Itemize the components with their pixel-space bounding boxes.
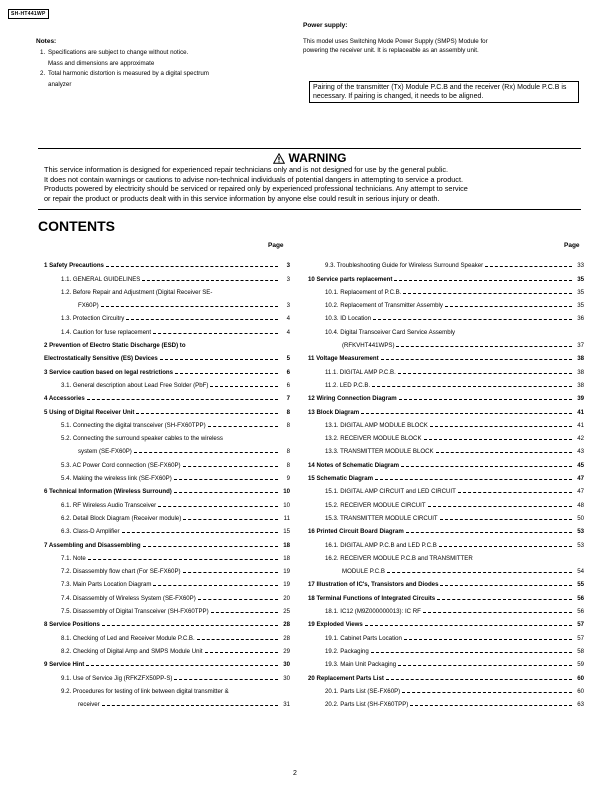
toc-leader xyxy=(406,532,572,533)
toc-entry-page: 54 xyxy=(577,568,584,576)
toc-leader xyxy=(402,692,572,693)
toc-leader xyxy=(428,506,572,507)
power-supply-line: This model uses Switching Mode Power Supply (SMPS) Module for xyxy=(303,38,488,45)
toc-entry[interactable] xyxy=(44,588,290,601)
toc-entry-page: 38 xyxy=(577,355,584,363)
toc-leader xyxy=(143,546,278,547)
toc-entry-page: 50 xyxy=(577,514,584,522)
toc-entry-title: 20.1. Parts List (SE-FX60P) xyxy=(325,687,401,695)
toc-leader xyxy=(445,306,572,307)
toc-entry[interactable] xyxy=(44,602,290,615)
toc-entry-page: 41 xyxy=(577,408,584,416)
toc-entry[interactable] xyxy=(44,376,290,389)
toc-entry-title: 6.1. RF Wireless Audio Transceiver xyxy=(61,501,157,509)
toc-entry-title: 7.2. Disassembly flow chart (For SE-FX60P) xyxy=(61,568,181,576)
notes-list xyxy=(40,48,270,90)
warning-line: This service information is designed for experienced repair technicians only and is not designed for use by the general public. xyxy=(44,165,448,174)
toc-leader xyxy=(410,705,572,706)
toc-leader xyxy=(458,492,572,493)
toc-entry-page: 9 xyxy=(286,475,290,483)
toc-entry[interactable] xyxy=(308,495,584,508)
toc-entry[interactable] xyxy=(308,549,584,562)
toc-entry[interactable] xyxy=(44,522,290,535)
toc-entry[interactable] xyxy=(44,283,290,296)
toc-right-column xyxy=(308,256,584,708)
toc-entry-title: 8.1. Checking of Led and Receiver Module P.C.B. xyxy=(61,634,195,642)
toc-leader xyxy=(86,665,278,666)
toc-entry-page: 33 xyxy=(577,262,584,270)
toc-entry[interactable] xyxy=(308,416,584,429)
toc-entry-title: 13.2. RECEIVER MODULE BLOCK xyxy=(325,435,422,443)
toc-entry-title: 19.1. Cabinet Parts Location xyxy=(325,634,402,642)
notes-heading: Notes: xyxy=(36,38,57,45)
note-text: analyzer xyxy=(48,80,72,88)
toc-entry-title: 9.2. Procedures for testing of link between digital transmitter & xyxy=(61,687,229,695)
toc-entry-title: 1.3. Protection Circuitry xyxy=(61,315,125,323)
toc-leader xyxy=(183,466,278,467)
toc-entry[interactable] xyxy=(308,535,584,548)
toc-leader xyxy=(423,612,572,613)
note-item xyxy=(40,59,270,70)
toc-entry-title: 7 Assembling and Disassembling xyxy=(44,541,141,549)
page-column-label-right: Page xyxy=(564,242,580,249)
toc-entry[interactable] xyxy=(308,642,584,655)
toc-entry-page: 28 xyxy=(283,634,290,642)
toc-leader xyxy=(398,665,572,666)
toc-leader xyxy=(101,306,278,307)
toc-leader xyxy=(87,399,278,400)
toc-entry-page: 57 xyxy=(577,621,584,629)
toc-entry-title: 5 Using of Digital Receiver Unit xyxy=(44,408,135,416)
toc-entry-page: 18 xyxy=(283,554,290,562)
toc-entry-title: 9 Service Hint xyxy=(44,661,85,669)
toc-entry[interactable] xyxy=(44,495,290,508)
toc-leader xyxy=(485,266,572,267)
toc-entry-title: 1.4. Caution for fuse replacement xyxy=(61,328,152,336)
toc-leader xyxy=(158,506,278,507)
toc-leader xyxy=(394,280,572,281)
toc-entry-title: 15.3. TRANSMITTER MODULE CIRCUIT xyxy=(325,514,438,522)
toc-leader xyxy=(205,652,278,653)
toc-entry-title: 16 Printed Circuit Board Diagram xyxy=(308,528,404,536)
toc-entry[interactable] xyxy=(308,588,584,601)
toc-entry-title: 18 Terminal Functions of Integrated Circuits xyxy=(308,594,436,602)
toc-entry[interactable] xyxy=(308,429,584,442)
note-text: Total harmonic distortion is measured by a digital spectrum xyxy=(48,70,209,77)
toc-entry[interactable] xyxy=(308,682,584,695)
toc-entry-page: 6 xyxy=(286,381,290,389)
toc-entry-page: 3 xyxy=(286,262,290,270)
toc-leader xyxy=(404,639,572,640)
toc-entry[interactable] xyxy=(44,549,290,562)
toc-entry[interactable] xyxy=(44,562,290,575)
toc-entry-page: 35 xyxy=(577,275,584,283)
toc-entry-page: 48 xyxy=(577,501,584,509)
toc-entry[interactable] xyxy=(308,269,584,282)
toc-entry[interactable] xyxy=(308,655,584,668)
warning-title: WARNING xyxy=(288,151,347,165)
toc-entry[interactable] xyxy=(44,362,290,375)
toc-entry-title: 1.1. GENERAL GUIDELINES xyxy=(61,275,141,283)
toc-entry-page: 38 xyxy=(577,381,584,389)
toc-entry-title: system (SE-FX60P) xyxy=(78,448,132,456)
toc-entry[interactable] xyxy=(308,615,584,628)
toc-entry[interactable] xyxy=(308,309,584,322)
toc-entry-page: 39 xyxy=(577,395,584,403)
toc-leader xyxy=(399,399,572,400)
toc-leader xyxy=(361,413,572,414)
toc-leader xyxy=(174,479,278,480)
toc-entry-page: 28 xyxy=(283,621,290,629)
toc-entry-page: 11 xyxy=(283,514,290,522)
warning-text xyxy=(38,165,581,203)
toc-entry-title: 5.4. Making the wireless link (SE-FX60P) xyxy=(61,475,172,483)
toc-entry-page: 30 xyxy=(283,674,290,682)
toc-entry-title: 10.2. Replacement of Transmitter Assembly xyxy=(325,302,443,310)
toc-entry[interactable] xyxy=(308,256,584,269)
toc-entry[interactable] xyxy=(308,283,584,296)
toc-entry-title: 9.3. Troubleshooting Guide for Wireless Surround Speaker xyxy=(325,262,484,270)
toc-entry[interactable] xyxy=(44,655,290,668)
toc-entry-title: receiver xyxy=(78,701,100,709)
toc-entry[interactable] xyxy=(308,296,584,309)
toc-leader xyxy=(401,466,572,467)
toc-leader xyxy=(375,479,572,480)
toc-entry[interactable] xyxy=(308,628,584,641)
toc-leader xyxy=(153,585,278,586)
toc-leader xyxy=(136,413,278,414)
toc-entry-page: 41 xyxy=(577,421,584,429)
toc-entry-page: 8 xyxy=(286,421,290,429)
toc-entry-title: 7.3. Main Parts Location Diagram xyxy=(61,581,152,589)
toc-entry-page: 3 xyxy=(286,302,290,310)
toc-entry[interactable] xyxy=(44,615,290,628)
toc-entry-title: 5.3. AC Power Cord connection (SE-FX60P) xyxy=(61,461,181,469)
toc-leader xyxy=(126,319,278,320)
toc-entry[interactable] xyxy=(308,349,584,362)
toc-leader xyxy=(142,280,278,281)
toc-entry-page: 55 xyxy=(577,581,584,589)
toc-entry[interactable] xyxy=(308,362,584,375)
toc-leader xyxy=(210,386,278,387)
toc-entry-page: 59 xyxy=(577,661,584,669)
toc-leader xyxy=(371,652,572,653)
toc-entry-page: 29 xyxy=(283,647,290,655)
toc-entry-title: 18.1. IC12 (M9Z000000013): IC RF xyxy=(325,608,421,616)
toc-entry[interactable] xyxy=(44,442,290,455)
toc-entry[interactable] xyxy=(308,668,584,681)
toc-entry[interactable] xyxy=(308,522,584,535)
toc-entry-page: 37 xyxy=(577,342,584,350)
toc-entry[interactable] xyxy=(308,695,584,708)
toc-entry-title: 6.2. Detail Block Diagram (Receiver module) xyxy=(61,514,182,522)
toc-entry-title: 3 Service caution based on legal restrictions xyxy=(44,368,174,376)
toc-entry[interactable] xyxy=(44,402,290,415)
toc-leader xyxy=(211,612,278,613)
note-text: Mass and dimensions are approximate xyxy=(48,59,155,67)
toc-entry-page: 43 xyxy=(577,448,584,456)
toc-entry-title: 9.1. Use of Service Jig (RFKZFX50PP-S) xyxy=(61,674,173,682)
toc-entry[interactable] xyxy=(44,322,290,335)
toc-entry[interactable] xyxy=(44,336,290,349)
toc-leader xyxy=(160,359,278,360)
toc-entry-title: 11 Voltage Measurement xyxy=(308,355,379,363)
toc-leader xyxy=(197,639,278,640)
toc-entry-page: 7 xyxy=(286,395,290,403)
toc-entry-title: 12 Wiring Connection Diagram xyxy=(308,395,397,403)
toc-entry-title: 7.4. Disassembly of Wireless System (SE-FX60P) xyxy=(61,594,196,602)
toc-entry-page: 42 xyxy=(577,435,584,443)
toc-entry-page: 57 xyxy=(577,634,584,642)
pairing-note-box: Pairing of the transmitter (Tx) Module P.C.B and the receiver (Rx) Module P.C.B is necessary. If pairing is changed, it needs to be aligned. xyxy=(309,81,579,103)
toc-entry-page: 4 xyxy=(286,315,290,323)
toc-entry-title: 6 Technical Information (Wireless Surround) xyxy=(44,488,172,496)
toc-entry-page: 53 xyxy=(577,528,584,536)
toc-leader xyxy=(387,572,572,573)
toc-entry-title: 11.1. DIGITAL AMP P.C.B. xyxy=(325,368,396,376)
toc-entry-title: 5.2. Connecting the surround speaker cables to the wireless xyxy=(61,435,223,443)
toc-entry[interactable] xyxy=(308,336,584,349)
toc-entry-page: 60 xyxy=(577,687,584,695)
toc-entry[interactable] xyxy=(308,322,584,335)
toc-entry-title: 19 Exploded Views xyxy=(308,621,363,629)
toc-leader xyxy=(102,625,278,626)
toc-entry-title: 1.2. Before Repair and Adjustment (Digital Receiver SE- xyxy=(61,288,213,296)
toc-entry-page: 6 xyxy=(286,368,290,376)
toc-leader xyxy=(396,346,572,347)
toc-entry[interactable] xyxy=(44,349,290,362)
toc-leader xyxy=(122,532,278,533)
toc-entry-page: 56 xyxy=(577,594,584,602)
toc-entry[interactable] xyxy=(308,469,584,482)
toc-leader xyxy=(365,625,572,626)
toc-entry[interactable] xyxy=(44,296,290,309)
toc-entry-title: 16.2. RECEIVER MODULE P.C.B and TRANSMITTER xyxy=(325,554,473,562)
toc-left-column xyxy=(44,256,290,708)
toc-entry-page: 36 xyxy=(577,315,584,323)
toc-entry[interactable] xyxy=(44,455,290,468)
toc-entry-page: 5 xyxy=(286,355,290,363)
toc-entry-title: 7.1. Note xyxy=(61,554,86,562)
toc-entry-title: 10.4. Digital Transceiver Card Service Assembly xyxy=(325,328,456,336)
toc-entry-page: 56 xyxy=(577,608,584,616)
toc-entry[interactable] xyxy=(44,575,290,588)
toc-leader xyxy=(175,373,278,374)
toc-entry[interactable] xyxy=(44,469,290,482)
toc-entry-title: 8.2. Checking of Digital Amp and SMPS Module Unit xyxy=(61,647,203,655)
toc-leader xyxy=(372,386,572,387)
toc-entry-title: 13 Block Diagram xyxy=(308,408,360,416)
toc-entry-page: 8 xyxy=(286,448,290,456)
toc-entry[interactable] xyxy=(44,389,290,402)
toc-leader xyxy=(398,373,572,374)
toc-entry-title: 1 Safety Precautions xyxy=(44,262,104,270)
note-number xyxy=(40,80,48,91)
toc-entry-page: 18 xyxy=(283,541,290,549)
toc-leader xyxy=(174,679,278,680)
toc-leader xyxy=(198,599,278,600)
toc-entry-page: 4 xyxy=(286,328,290,336)
contents-title: CONTENTS xyxy=(38,218,115,234)
toc-entry[interactable] xyxy=(308,602,584,615)
warning-line: or repair the product or products dealt with in this service information by anyone else could result in serious injury or death. xyxy=(44,193,440,203)
toc-entry[interactable] xyxy=(44,682,290,695)
toc-entry[interactable] xyxy=(44,695,290,708)
note-item xyxy=(40,80,270,91)
toc-leader xyxy=(134,452,278,453)
power-supply-heading: Power supply: xyxy=(303,22,348,29)
toc-entry-title: 15 Schematic Diagram xyxy=(308,475,374,483)
note-text: Specifications are subject to change without notice. xyxy=(48,49,189,56)
toc-entry-title: 16.1. DIGITAL AMP P.C.B and LED P.C.B xyxy=(325,541,437,549)
toc-entry-title: 10.1. Replacement of P.C.B. xyxy=(325,288,402,296)
toc-leader xyxy=(183,572,278,573)
toc-entry-title: 20.2. Parts List (SH-FX60TPP) xyxy=(325,701,409,709)
toc-leader xyxy=(436,452,572,453)
toc-entry-title: 13.1. DIGITAL AMP MODULE BLOCK xyxy=(325,421,428,429)
toc-entry-title: 14 Notes of Schematic Diagram xyxy=(308,461,400,469)
toc-entry[interactable] xyxy=(308,482,584,495)
toc-leader xyxy=(381,359,572,360)
toc-entry-page: 10 xyxy=(283,488,290,496)
toc-entry-title: 3.1. General description about Lead Free Solder (PbF) xyxy=(61,381,209,389)
toc-entry[interactable] xyxy=(308,442,584,455)
toc-entry-title: MODULE P.C.B xyxy=(342,568,385,576)
toc-entry[interactable] xyxy=(308,455,584,468)
toc-entry-page: 19 xyxy=(283,581,290,589)
toc-leader xyxy=(102,705,278,706)
toc-entry-page: 25 xyxy=(283,608,290,616)
toc-entry[interactable] xyxy=(308,389,584,402)
toc-entry-page: 38 xyxy=(577,368,584,376)
toc-entry[interactable] xyxy=(308,562,584,575)
toc-entry-page: 45 xyxy=(577,461,584,469)
toc-leader xyxy=(439,546,572,547)
note-item xyxy=(40,69,270,80)
toc-entry-title: 11.2. LED P.C.B. xyxy=(325,381,371,389)
toc-leader xyxy=(440,519,572,520)
toc-entry-title: 19.2. Packaging xyxy=(325,647,369,655)
toc-entry[interactable] xyxy=(308,575,584,588)
toc-leader xyxy=(386,679,572,680)
toc-entry-page: 47 xyxy=(577,488,584,496)
toc-entry[interactable] xyxy=(44,642,290,655)
page-column-label-left: Page xyxy=(268,242,284,249)
toc-leader xyxy=(153,333,278,334)
model-label: SH-HT441WP xyxy=(8,9,49,19)
note-item xyxy=(40,48,270,59)
toc-entry-title: FX60P) xyxy=(78,302,99,310)
warning-line: Products powered by electricity should be serviced or repaired only by experienced professional technicians. Any attempt to service xyxy=(44,184,468,194)
page-number: 2 xyxy=(293,770,297,777)
toc-entry-title: 7.5. Disassembly of Digital Transceiver (SH-FX60TPP) xyxy=(61,608,209,616)
toc-entry-title: 15.2. RECEIVER MODULE CIRCUIT xyxy=(325,501,426,509)
toc-entry-title: 17 Illustration of IC's, Transistors and Diodes xyxy=(308,581,439,589)
note-number: 2. xyxy=(40,70,46,77)
toc-entry-page: 60 xyxy=(577,674,584,682)
toc-entry[interactable] xyxy=(44,309,290,322)
toc-leader xyxy=(403,293,572,294)
toc-entry-page: 35 xyxy=(577,302,584,310)
toc-entry-page: 47 xyxy=(577,475,584,483)
toc-entry-title: 10.3. ID Location xyxy=(325,315,372,323)
toc-leader xyxy=(437,599,572,600)
toc-entry-page: 53 xyxy=(577,541,584,549)
toc-entry-page: 3 xyxy=(286,275,290,283)
warning-line: It does not contain warnings or cautions to advise non-technical individuals of potential dangers in attempting to service a product. xyxy=(44,174,464,184)
toc-entry[interactable] xyxy=(44,482,290,495)
toc-leader xyxy=(430,426,572,427)
toc-entry[interactable] xyxy=(44,509,290,522)
toc-entry-page: 20 xyxy=(283,594,290,602)
toc-entry-title: 4 Accessories xyxy=(44,395,85,403)
toc-entry-page: 19 xyxy=(283,568,290,576)
toc-entry[interactable] xyxy=(44,416,290,429)
note-number: 1. xyxy=(40,49,46,56)
toc-entry-page: 35 xyxy=(577,288,584,296)
toc-entry-title: 15.1. DIGITAL AMP CIRCUIT and LED CIRCUIT xyxy=(325,488,456,496)
toc-entry-title: (RFKVHT441WPS) xyxy=(342,342,395,350)
toc-leader xyxy=(440,585,572,586)
toc-leader xyxy=(424,439,572,440)
toc-entry-page: 58 xyxy=(577,647,584,655)
toc-entry[interactable] xyxy=(308,402,584,415)
toc-leader xyxy=(373,319,572,320)
toc-entry[interactable] xyxy=(44,668,290,681)
toc-entry[interactable] xyxy=(44,628,290,641)
toc-entry-title: 2 Prevention of Electro Static Discharge (ESD) to xyxy=(44,342,186,350)
toc-entry[interactable] xyxy=(308,509,584,522)
toc-entry-title: 10 Service parts replacement xyxy=(308,275,393,283)
toc-entry-title: 13.3. TRANSMITTER MODULE BLOCK xyxy=(325,448,434,456)
toc-entry-title: 19.3. Main Unit Packaging xyxy=(325,661,397,669)
note-number xyxy=(40,59,48,70)
toc-entry-title: Electrostatically Sensitive (ES) Devices xyxy=(44,355,158,363)
toc-entry-page: 30 xyxy=(283,661,290,669)
toc-entry-page: 8 xyxy=(286,408,290,416)
toc-leader xyxy=(106,266,278,267)
toc-entry[interactable] xyxy=(308,376,584,389)
toc-entry-title: 20 Replacement Parts List xyxy=(308,674,384,682)
warning-box xyxy=(38,148,581,210)
toc-entry[interactable] xyxy=(44,269,290,282)
power-supply-line: powering the receiver unit. It is replaceable as an assembly unit. xyxy=(303,47,479,54)
toc-entry[interactable] xyxy=(44,535,290,548)
toc-entry-title: 8 Service Positions xyxy=(44,621,100,629)
power-supply-text xyxy=(303,37,573,55)
toc-leader xyxy=(88,559,278,560)
toc-entry-page: 10 xyxy=(283,501,290,509)
toc-entry[interactable] xyxy=(44,256,290,269)
toc-entry-title: 5.1. Connecting the digital transceiver (SH-FX60TPP) xyxy=(61,421,206,429)
toc-leader xyxy=(208,426,278,427)
toc-entry-page: 31 xyxy=(283,701,290,709)
warning-triangle-icon xyxy=(273,153,285,164)
toc-leader xyxy=(174,492,278,493)
toc-entry-page: 8 xyxy=(286,461,290,469)
toc-entry-page: 63 xyxy=(577,701,584,709)
toc-entry[interactable] xyxy=(44,429,290,442)
toc-entry-page: 15 xyxy=(283,528,290,536)
warning-title-row xyxy=(38,151,581,165)
toc-leader xyxy=(183,519,278,520)
toc-entry-title: 6.3. Class-D Amplifier xyxy=(61,528,120,536)
